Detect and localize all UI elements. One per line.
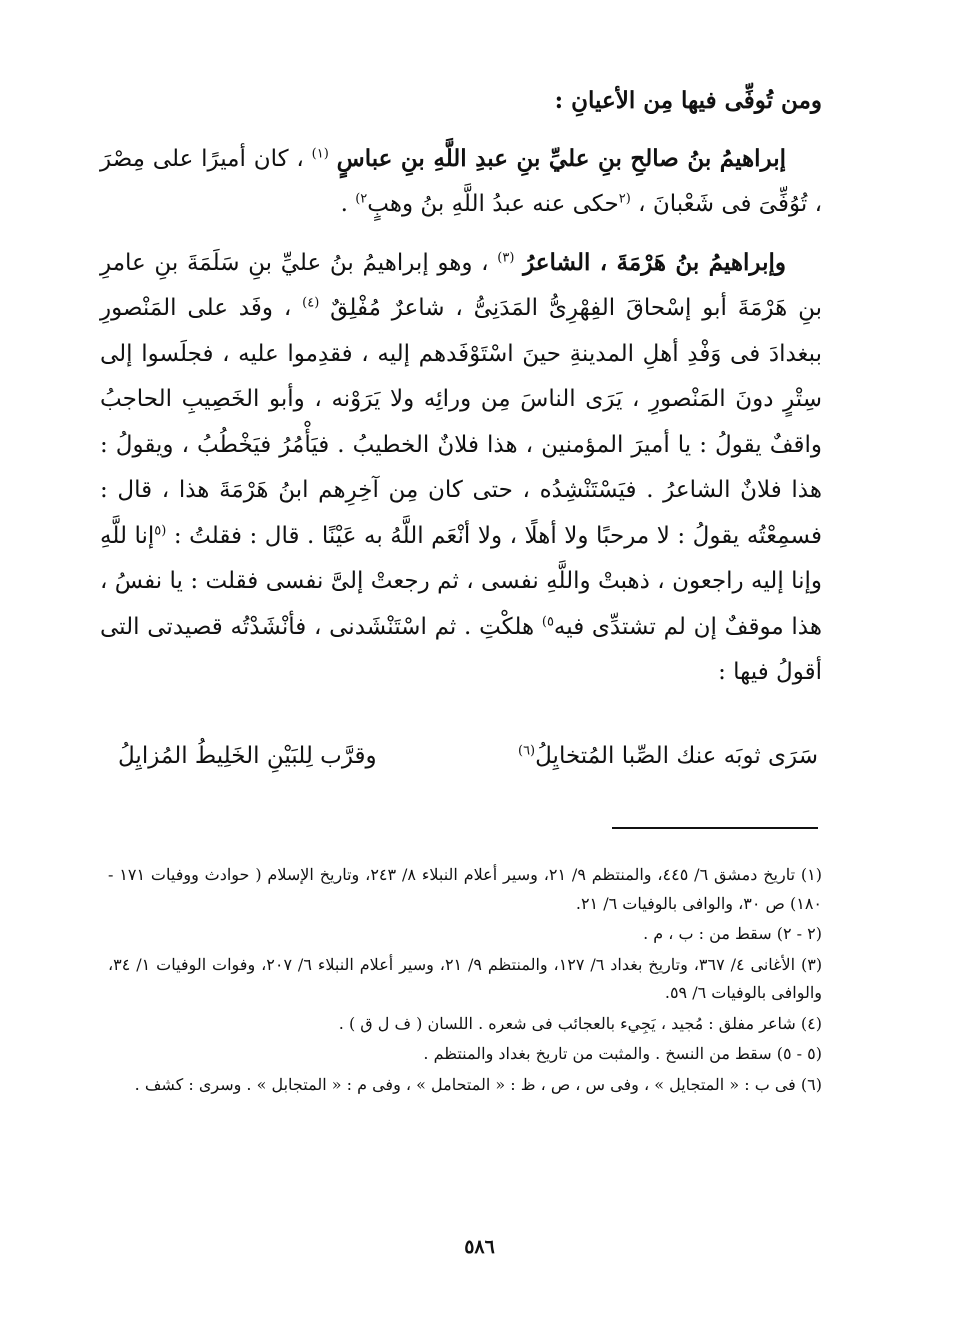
footnote-5: (٥ - ٥) سقط من النسخ . والمثبت من تاريخ بغداد والمنتظم .	[423, 1044, 822, 1063]
footnote-2: (٢ - ٢) سقط من : ب ، م .	[643, 924, 822, 943]
verse-text: سَرَى ثوبَه عنك الصِّبا المُتخايِلُ	[535, 743, 818, 769]
verse-first-hemistich	[518, 736, 818, 776]
variant-marker-close: ٥)	[541, 613, 554, 629]
variant-marker-open: (٢	[618, 191, 631, 207]
footnotes	[108, 861, 822, 1101]
verse-second-hemistich: وقرَّب لِلبَيْنِ الخَلِيطُ المُزايِلُ	[118, 743, 377, 769]
entry-text: ، كان أميرًا على مِصْرَ ، تُوُفِّىَ فى شَعْبانَ ،	[100, 145, 822, 217]
footnote-marker: (٤)	[302, 295, 320, 311]
main-text	[100, 78, 822, 696]
footnote-6: (٦) فى ب : « المتجايل » ، وفى س ، ص ، ظ : « المتحامل » ، وفى م : « المتجابل » . وسرى : كشف .	[134, 1074, 822, 1094]
footnote-marker: (١)	[311, 145, 329, 161]
entry-name: إبراهيمُ بنُ صالحِ بنِ عليِّ بنِ عبدِ اللَّهِ بنِ عباسٍ	[336, 144, 787, 172]
poem-verse	[118, 736, 818, 776]
entry-text: ، وفَد على المَنْصورِ ببغدادَ فى وَفْدِ أهلِ المدينةِ حينَ اسْتَوْفَدهم إليه ، فقدِموا عليه ، فجلَسوا إلى سِتْرٍ دونَ المَنْصورِ ، يَرَى الناسَ مِن ورائِه ولا يَرَوْنه ، وأبو الخَصِيبِ الحاجبُ واقفٌ يقولُ : يا أميرَ المؤمنين ، هذا فلانٌ الخطيبُ . فيَأْمُرُ فيَخْطُبُ ، ويقولُ : هذا فلانٌ الشاعرُ . فيَسْتَنْشِدُه ، حتى كان مِن آخِرِهم ابنُ هَرْمَةَ هذا ، قال : فسمِعْتُه يقولُ : لا مرحبًا ولا أهلًا ، ولا أنْعَم اللَّهُ به عَيْنًا . قال : فقلتُ :	[100, 295, 822, 549]
entry-ibrahim-ibn-harma	[100, 240, 822, 696]
variant-marker-open: (٥	[154, 522, 167, 538]
entry-text: .	[340, 191, 348, 217]
variant-marker-close: ٢)	[355, 191, 368, 207]
entry-text: هلكْتِ . ثم اسْتَنْشَدنى ، فأنْشَدْتُه قصيدتى التى أقولُ فيها :	[100, 613, 822, 685]
footnote-separator	[612, 827, 818, 829]
footnote-3: (٣) الأغانى ٤/ ٣٦٧، وتاريخ بغداد ٦/ ١٢٧، والمنتظم ٩/ ٢١، وسير أعلام النبلاء ٦/ ٢٠٧، وفوات الوفيات ١/ ٣٤، والوافى بالوفيات ٦/ ٥٩.	[108, 954, 823, 1002]
footnote-marker: (٣)	[497, 249, 515, 265]
entry-text: ، وهو إبراهيمُ بنُ عليِّ بنِ سَلَمَةَ بنِ عامرِ بنِ هَرْمَةَ أبو إسْحاقَ الفِهْرِىُّ المَدَنِىُّ ، شاعرٌ مُفْلِقٌ	[100, 249, 823, 321]
page-number: ٥٨٦	[464, 1236, 495, 1258]
section-heading: ومن تُوفِّى فيها مِن الأعيانِ :	[554, 87, 822, 114]
entry-name: وإبراهيمُ بنُ هَرْمَةَ ، الشاعرُ	[523, 248, 787, 276]
footnote-4: (٤) شاعر مفلق : مُجيد ، يَجِيء بالعجائب فى شعره . اللسان ( ف ل ق ) .	[338, 1013, 822, 1033]
entry-text: حكى عنه عبدُ اللَّهِ بنُ وهبٍ	[367, 191, 619, 217]
footnote-1: (١) تاريخ دمشق ٦/ ٤٤٥، والمنتظم ٩/ ٢١، وسير أعلام النبلاء ٨/ ٢٤٣، وتاريخ الإسلام ( حوادث ووفيات ١٧١ - ١٨٠) ص ٣٠، والوافى بالوفيات ٦/ ٢١.	[108, 865, 823, 913]
entry-ibrahim-ibn-salih	[100, 136, 822, 228]
footnote-marker: (٦)	[517, 743, 536, 759]
entry-text: إنا للَّهِ وإنا إليه راجعون ، ذهبتْ واللَّهِ نفسى ، ثم رجعتْ إلىَّ نفسى فقلت : يا نفسُ ، هذا موقفٌ إن لم تشتدِّى فيه	[100, 522, 823, 640]
